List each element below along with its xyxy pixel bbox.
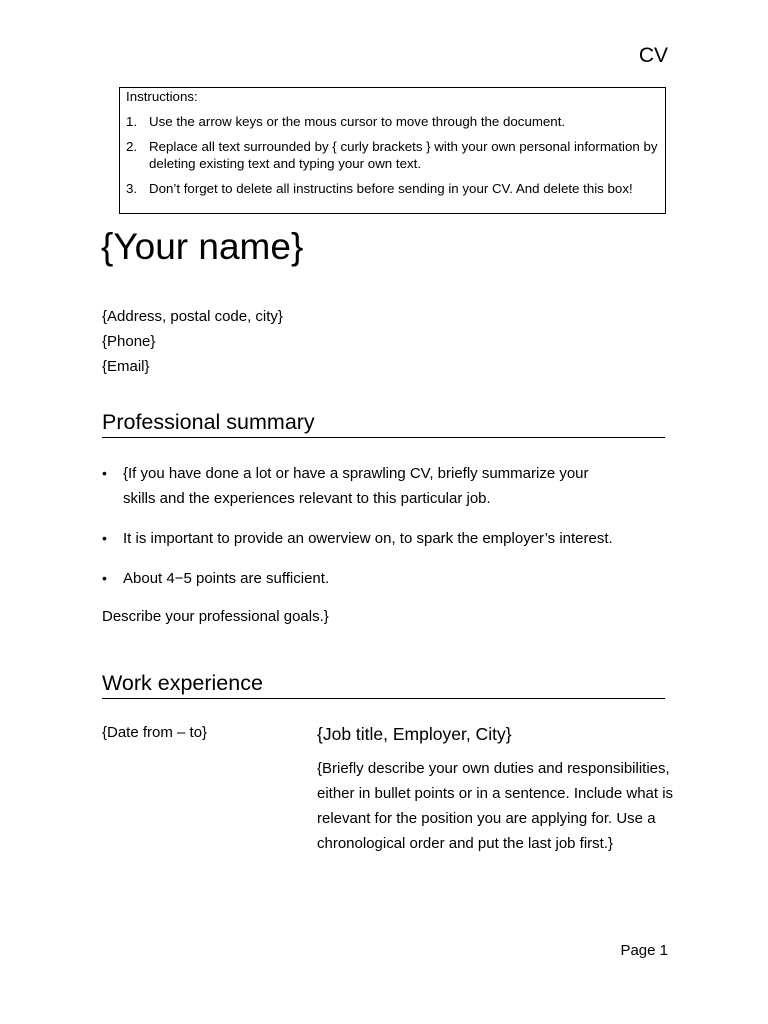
phone-line[interactable]: {Phone} [102, 333, 156, 350]
instruction-number: 2. [126, 139, 138, 154]
email-line[interactable]: {Email} [102, 358, 150, 375]
instructions-box[interactable] [119, 87, 666, 214]
work-experience-heading[interactable]: Work experience [102, 669, 665, 699]
instruction-number: 3. [126, 181, 138, 196]
professional-goals-text[interactable]: Describe your professional goals.} [102, 608, 329, 625]
summary-point [102, 526, 622, 551]
summary-point-text[interactable]: About 4−5 points are sufficient. [123, 570, 330, 587]
instruction-item [126, 113, 659, 130]
bullet-icon: • [102, 570, 107, 586]
professional-summary-heading[interactable]: Professional summary [102, 408, 665, 438]
work-job-title[interactable]: {Job title, Employer, City} [317, 724, 512, 744]
summary-bullet-list [102, 461, 622, 606]
work-description[interactable]: {Briefly describe your own duties and responsibilities, either in bullet points or in a sentence. Include what is relevant for the position you are applying for. Use a chronological order and put the last job first.} [317, 760, 674, 852]
work-date-range[interactable]: {Date from – to} [102, 724, 208, 741]
instruction-text[interactable]: Don’t forget to delete all instructins before sending in your CV. And delete this box! [149, 181, 633, 196]
summary-point [102, 566, 622, 591]
instruction-text[interactable]: Use the arrow keys or the mous cursor to move through the document. [149, 114, 566, 129]
contact-block [102, 304, 283, 379]
instructions-title: Instructions: [126, 89, 198, 104]
summary-point-text[interactable]: {If you have done a lot or have a sprawling CV, briefly summarize your skills and the experiences relevant to this particular job. [123, 465, 589, 507]
instructions-list [126, 113, 659, 197]
summary-point [102, 461, 622, 511]
document-header-cv: CV [638, 44, 668, 67]
instruction-item [126, 138, 659, 172]
summary-point-text[interactable]: It is important to provide an owerview on, to spark the employer’s interest. [123, 530, 613, 547]
bullet-icon: • [102, 530, 107, 546]
instruction-text[interactable]: Replace all text surrounded by { curly brackets } with your own personal information by deleting existing text and typing your own text. [149, 139, 658, 171]
your-name-heading[interactable]: {Your name} [101, 226, 304, 267]
instruction-number: 1. [126, 114, 138, 129]
bullet-icon: • [102, 465, 107, 481]
address-line[interactable]: {Address, postal code, city} [102, 308, 283, 325]
page-number: Page 1 [620, 942, 668, 959]
instruction-item [126, 180, 659, 197]
